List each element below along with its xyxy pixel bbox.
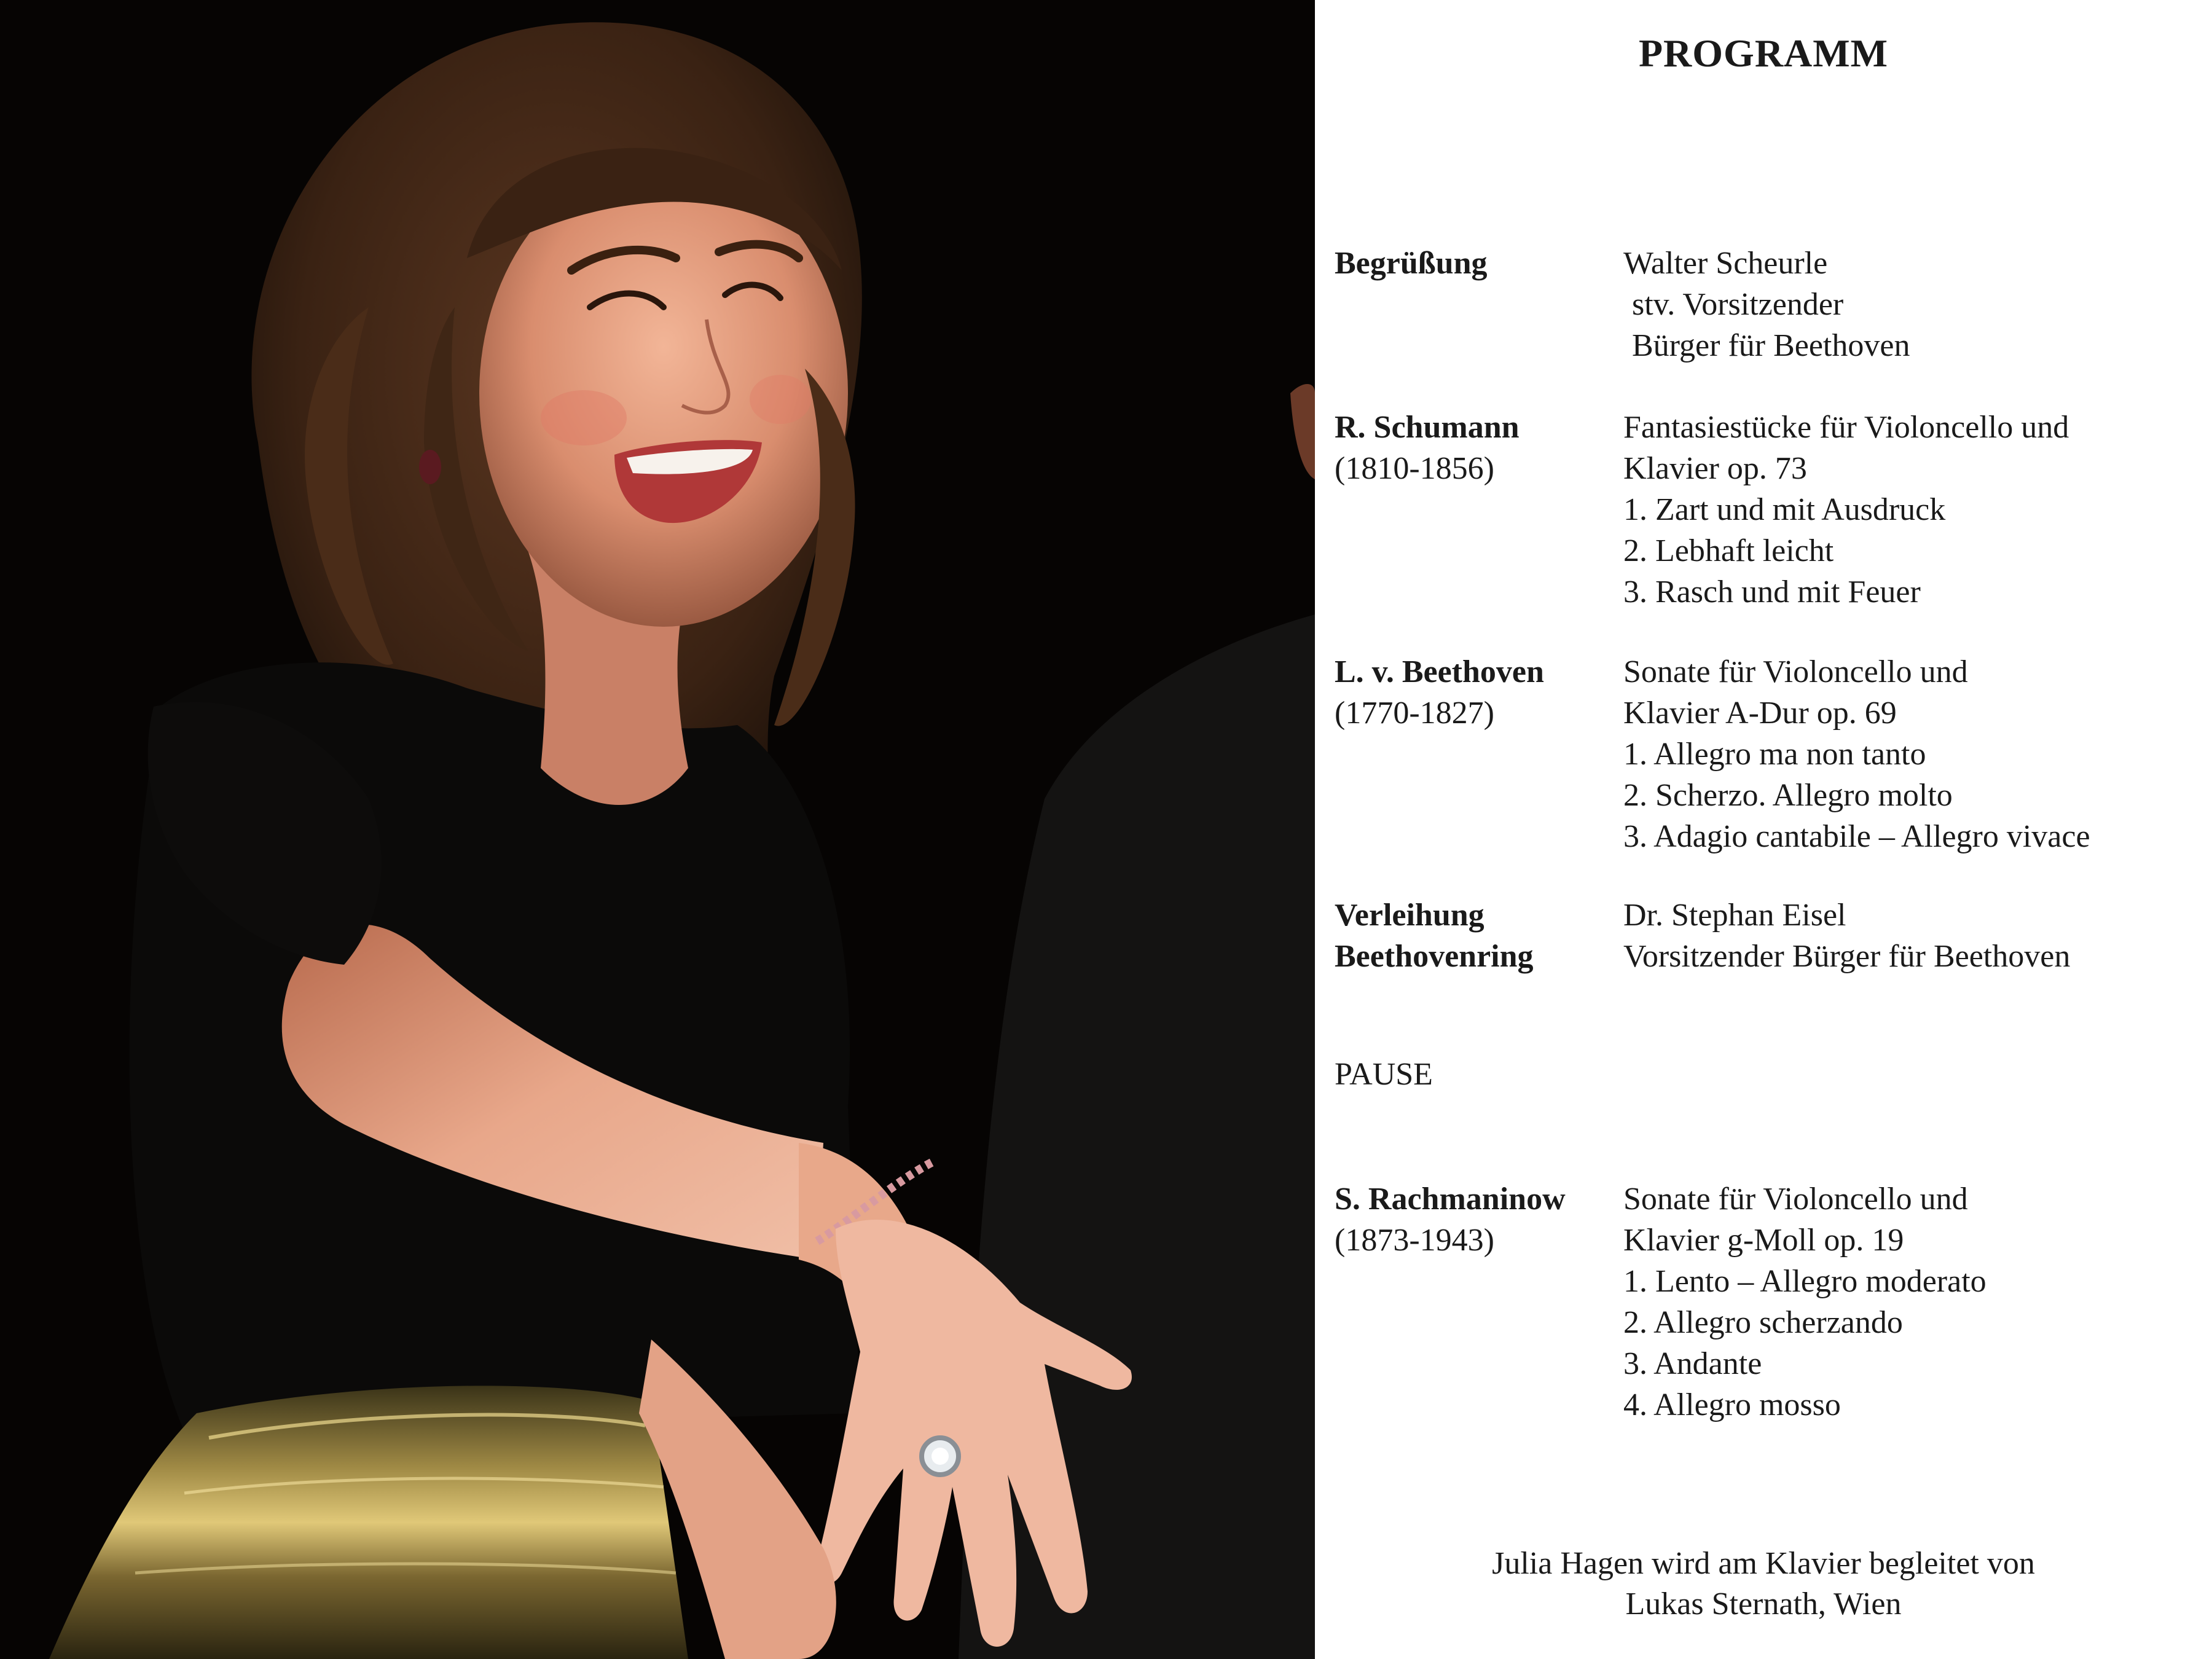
entry-detail-line: stv. Vorsitzender <box>1632 287 1844 322</box>
work-title: Klavier g-Moll op. 19 <box>1623 1223 1904 1258</box>
entry-details <box>1623 895 2212 977</box>
entry-label-line: Beethovenring <box>1335 939 1534 974</box>
movement: 3. Rasch und mit Feuer <box>1623 575 1921 610</box>
movement: 1. Lento – Allegro moderato <box>1623 1264 1986 1299</box>
work-title: Klavier op. 73 <box>1623 451 1807 486</box>
entry-label <box>1335 895 1623 977</box>
composer-name: R. Schumann <box>1335 410 1520 445</box>
accompanist-note <box>1315 1543 2212 1625</box>
entry-label-line: Verleihung <box>1335 898 1484 933</box>
movement: 3. Adagio cantabile – Allegro vivace <box>1623 819 2090 854</box>
composer-dates: (1810-1856) <box>1335 451 1494 486</box>
entry-label <box>1335 407 1623 489</box>
movement: 2. Scherzo. Allegro molto <box>1623 778 1953 813</box>
entry-label <box>1335 243 1623 284</box>
entry-details <box>1623 651 2212 857</box>
entry-detail-line: Vorsitzender Bürger für Beethoven <box>1623 939 2071 974</box>
footer-line: Julia Hagen wird am Klavier begleitet von <box>1492 1546 2035 1581</box>
entry-label-line: Begrüßung <box>1335 246 1488 281</box>
movement: 2. Lebhaft leicht <box>1623 533 1834 568</box>
entry-label <box>1335 651 1623 734</box>
composer-name: S. Rachmaninow <box>1335 1182 1566 1217</box>
entry-details <box>1623 243 2212 366</box>
movement: 1. Zart und mit Ausdruck <box>1623 492 1946 527</box>
work-title: Klavier A-Dur op. 69 <box>1623 696 1897 731</box>
composer-dates: (1873-1943) <box>1335 1223 1494 1258</box>
work-title: Fantasiestücke für Violoncello und <box>1623 410 2069 445</box>
movement: 2. Allegro scherzando <box>1623 1305 1903 1340</box>
composer-dates: (1770-1827) <box>1335 696 1494 731</box>
movement: 3. Andante <box>1623 1346 1762 1381</box>
entry-details <box>1623 1179 2212 1426</box>
work-title: Sonate für Violoncello und <box>1623 1182 1968 1217</box>
pause-label: PAUSE <box>1335 1057 1433 1092</box>
entry-detail-line: Dr. Stephan Eisel <box>1623 898 1846 933</box>
program-sheet <box>1315 0 2212 1659</box>
entry-detail-line: Walter Scheurle <box>1623 246 1828 281</box>
entry-details <box>1623 407 2212 613</box>
composer-name: L. v. Beethoven <box>1335 654 1544 689</box>
entry-detail-line: Bürger für Beethoven <box>1632 328 1910 363</box>
footer-line: Lukas Sternath, Wien <box>1625 1586 1902 1622</box>
entry-label <box>1335 1179 1623 1261</box>
work-title: Sonate für Violoncello und <box>1623 654 1968 689</box>
movement: 4. Allegro mosso <box>1623 1387 1841 1422</box>
movement: 1. Allegro ma non tanto <box>1623 737 1926 772</box>
program-title: PROGRAMM <box>1638 31 1889 75</box>
